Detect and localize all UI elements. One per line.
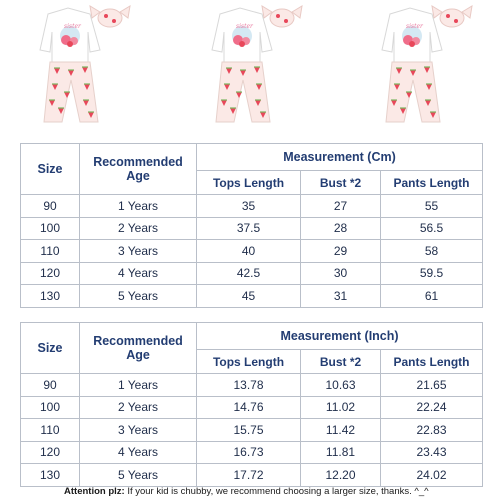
size-cell: 90 — [21, 195, 80, 218]
age-cell: 5 Years — [80, 464, 197, 487]
bust-cell: 10.63 — [301, 374, 381, 397]
size-cell: 120 — [21, 441, 80, 464]
pants-length-header: Pants Length — [381, 171, 483, 195]
pants-cell: 55 — [381, 195, 483, 218]
pants-cell: 23.43 — [381, 441, 483, 464]
table-row — [21, 285, 483, 308]
age-cell: 5 Years — [80, 285, 197, 308]
bust-cell: 11.42 — [301, 419, 381, 442]
bust-cell: 12.20 — [301, 464, 381, 487]
size-cell: 100 — [21, 396, 80, 419]
size-cell: 110 — [21, 240, 80, 263]
bust-header: Bust *2 — [301, 350, 381, 374]
size-cell: 100 — [21, 217, 80, 240]
product-photo-strip — [0, 0, 500, 130]
measurement-header: Measurement (Inch) — [197, 323, 483, 350]
size-cell: 130 — [21, 464, 80, 487]
tops-cell: 42.5 — [197, 262, 301, 285]
age-header: Recommended Age — [80, 323, 197, 374]
table-row — [21, 195, 483, 218]
age-cell: 1 Years — [80, 195, 197, 218]
age-cell: 3 Years — [80, 240, 197, 263]
bust-cell: 31 — [301, 285, 381, 308]
age-cell: 4 Years — [80, 262, 197, 285]
size-header: Size — [21, 144, 80, 195]
attention-note — [64, 486, 429, 497]
tops-cell: 45 — [197, 285, 301, 308]
pants-cell: 59.5 — [381, 262, 483, 285]
table-row — [21, 262, 483, 285]
tops-cell: 13.78 — [197, 374, 301, 397]
size-cell: 110 — [21, 419, 80, 442]
tops-length-header: Tops Length — [197, 350, 301, 374]
size-header: Size — [21, 323, 80, 374]
pants-cell: 22.83 — [381, 419, 483, 442]
size-cell: 120 — [21, 262, 80, 285]
size-chart-inch — [20, 322, 483, 487]
size-cell: 130 — [21, 285, 80, 308]
tops-cell: 37.5 — [197, 217, 301, 240]
tops-cell: 16.73 — [197, 441, 301, 464]
age-cell: 3 Years — [80, 419, 197, 442]
size-chart-cm — [20, 143, 483, 308]
bust-cell: 28 — [301, 217, 381, 240]
age-cell: 1 Years — [80, 374, 197, 397]
outfit-image — [370, 4, 480, 126]
bust-cell: 11.81 — [301, 441, 381, 464]
pants-cell: 24.02 — [381, 464, 483, 487]
measurement-header: Measurement (Cm) — [197, 144, 483, 171]
outfit-image — [28, 4, 138, 126]
pants-cell: 58 — [381, 240, 483, 263]
tops-cell: 35 — [197, 195, 301, 218]
bust-header: Bust *2 — [301, 171, 381, 195]
table-row — [21, 419, 483, 442]
pants-cell: 61 — [381, 285, 483, 308]
pants-cell: 21.65 — [381, 374, 483, 397]
pants-length-header: Pants Length — [381, 350, 483, 374]
bust-cell: 11.02 — [301, 396, 381, 419]
table-row — [21, 374, 483, 397]
table-row — [21, 240, 483, 263]
age-cell: 2 Years — [80, 217, 197, 240]
pants-cell: 56.5 — [381, 217, 483, 240]
attention-text: If your kid is chubby, we recommend choosing a larger size, thanks. ^_^ — [124, 486, 429, 497]
bust-cell: 29 — [301, 240, 381, 263]
age-header: Recommended Age — [80, 144, 197, 195]
table-row — [21, 396, 483, 419]
size-cell: 90 — [21, 374, 80, 397]
bust-cell: 27 — [301, 195, 381, 218]
age-cell: 2 Years — [80, 396, 197, 419]
tops-length-header: Tops Length — [197, 171, 301, 195]
outfit-image — [200, 4, 310, 126]
attention-label: Attention plz: — [64, 486, 125, 497]
tops-cell: 40 — [197, 240, 301, 263]
tops-cell: 14.76 — [197, 396, 301, 419]
tops-cell: 15.75 — [197, 419, 301, 442]
age-cell: 4 Years — [80, 441, 197, 464]
table-row — [21, 441, 483, 464]
tops-cell: 17.72 — [197, 464, 301, 487]
table-row — [21, 464, 483, 487]
bust-cell: 30 — [301, 262, 381, 285]
table-row — [21, 217, 483, 240]
pants-cell: 22.24 — [381, 396, 483, 419]
